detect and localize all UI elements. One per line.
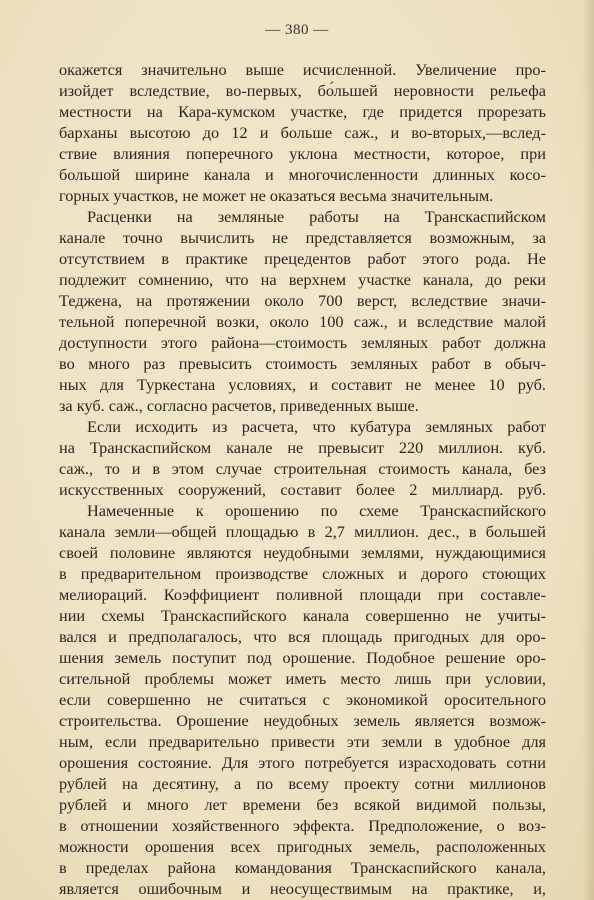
page-edge-shadow — [582, 0, 594, 900]
text-line: является ошибочным и неосуществимым на практике, и, — [59, 879, 546, 898]
text-line: шения земель поступит под орошение. Подобное решение оро- — [59, 648, 546, 667]
text-line: мелиораций. Коэффициент поливной площади при составле- — [59, 585, 546, 604]
body-text — [59, 59, 546, 899]
text-line: изойдет вследствие, во-первых, бо́льшей неровности рельефа — [59, 81, 546, 100]
text-line: нии схемы Транскаспийского канала совершенно не учиты- — [59, 606, 546, 625]
text-line: доступности этого района—стоимость земляных работ должна — [59, 333, 546, 352]
text-line: в предварительном производстве сложных и дорого стоющих — [59, 564, 546, 583]
text-line: большой ширине канала и многочисленности длинных косо- — [59, 165, 546, 184]
text-line: канале точно вычислить не представляется возможным, за — [59, 228, 546, 247]
text-line: горных участков, не может не оказаться весьма значительным. — [59, 186, 494, 205]
text-line: окажется значительно выше исчисленной. Увеличение про- — [59, 60, 546, 79]
text-line: рублей и много лет времени без всякой видимой пользы, — [59, 795, 546, 814]
text-line: можности орошения всех пригодных земель, расположенных — [59, 837, 546, 856]
text-line: подлежит сомнению, что на верхнем участке канала, до реки — [59, 270, 546, 289]
text-line: ных для Туркестана условиях, и составит не менее 10 руб. — [59, 375, 546, 394]
text-line: своей половине являются неудобными землями, нуждающимися — [59, 543, 546, 562]
text-line: Расценки на земляные работы на Транскаспийском — [87, 207, 546, 226]
text-line: сительной проблемы может иметь место лишь при условии, — [59, 669, 546, 688]
text-line: за куб. саж., согласно расчетов, приведенных выше. — [59, 396, 419, 415]
text-line: в отношении хозяйственного эффекта. Предположение, о воз- — [59, 816, 546, 835]
text-line: искусственных сооружений, составит более 2 миллиард. руб. — [59, 480, 546, 499]
text-line: рублей на десятину, а по всему проекту сотни миллионов — [59, 774, 546, 793]
text-line: вался и предполагалось, что вся площадь пригодных для оро- — [59, 627, 546, 646]
text-line: во много раз превысить стоимость земляных работ в обыч- — [59, 354, 546, 373]
page-number: — 380 — — [265, 22, 329, 38]
text-line: тельной поперечной возки, около 100 саж., и вследствие малой — [59, 312, 546, 331]
text-line: в пределах района командования Транскаспийского канала, — [59, 858, 546, 877]
text-line: ствие влияния поперечного уклона местности, которое, при — [59, 144, 546, 163]
text-line: если совершенно не считаться с экономикой оросительного — [59, 690, 546, 709]
text-line: местности на Кара-кумском участке, где придется прорезать — [59, 102, 546, 121]
text-line: на Транскаспийском канале не превысит 220 миллион. куб. — [59, 438, 546, 457]
text-line: Теджена, на протяжении около 700 верст, вследствие значи- — [59, 291, 546, 310]
text-line: канала земли—общей площадью в 2,7 миллион. дес., в большей — [59, 522, 546, 541]
text-line: барханы высотою до 12 и больше саж., и во-вторых,—вслед- — [59, 123, 546, 142]
text-line: Если исходить из расчета, что кубатура земляных работ — [87, 417, 546, 436]
text-line: орошения состояние. Для этого потребуется израсходовать сотни — [59, 753, 546, 772]
text-line: саж., то и в этом случае строительная стоимость канала, без — [59, 459, 546, 478]
text-line: строительства. Орошение неудобных земель является возмож- — [59, 711, 546, 730]
text-line: Намеченные к орошению по схеме Транскаспийского — [87, 501, 546, 520]
text-line: ным, если предварительно привести эти земли в удобное для — [59, 732, 546, 751]
text-line: отсутствием в практике прецедентов работ этого рода. Не — [59, 249, 546, 268]
